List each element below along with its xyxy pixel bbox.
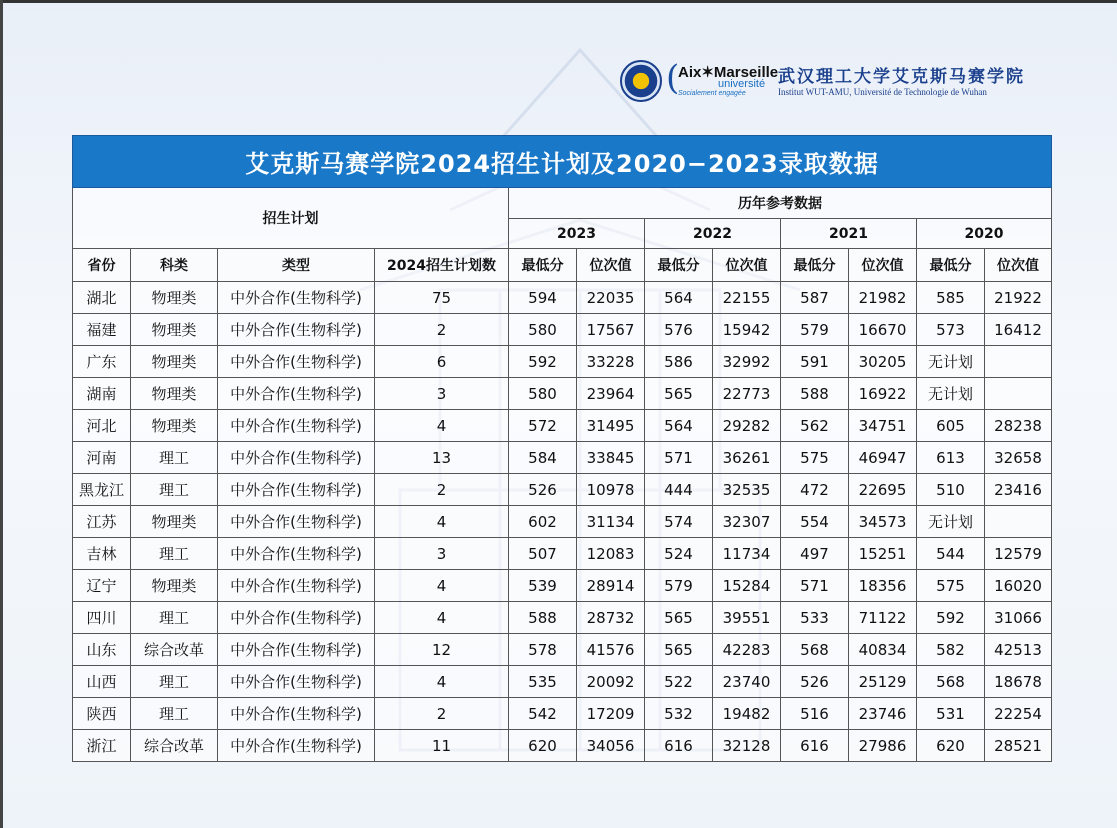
cell-min-score-2020: 592 [917,602,985,634]
cell-plan: 4 [375,666,509,698]
col-plan: 2024招生计划数 [375,249,509,282]
cell-rank-2022: 36261 [713,442,781,474]
cell-rank-2020 [985,506,1052,538]
cell-rank-2020: 42513 [985,634,1052,666]
cell-rank-2023: 17567 [577,314,645,346]
col-min-score-2022: 最低分 [645,249,713,282]
cell-type: 中外合作(生物科学) [218,314,375,346]
col-rank-2021: 位次值 [849,249,917,282]
cell-rank-2021: 71122 [849,602,917,634]
cell-min-score-2022: 571 [645,442,713,474]
cell-min-score-2021: 579 [781,314,849,346]
cell-type: 中外合作(生物科学) [218,506,375,538]
cell-rank-2022: 32535 [713,474,781,506]
table-row [73,442,1052,474]
cell-rank-2021: 25129 [849,666,917,698]
cell-type: 中外合作(生物科学) [218,602,375,634]
cell-type: 中外合作(生物科学) [218,442,375,474]
col-min-score-2021: 最低分 [781,249,849,282]
cell-min-score-2022: 524 [645,538,713,570]
cell-min-score-2023: 526 [509,474,577,506]
cell-plan: 13 [375,442,509,474]
table-row [73,282,1052,314]
cell-plan: 3 [375,378,509,410]
cell-min-score-2023: 602 [509,506,577,538]
table-row [73,730,1052,762]
institute-header [620,60,1060,104]
cell-subject: 物理类 [131,506,218,538]
cell-rank-2021: 16670 [849,314,917,346]
cell-min-score-2022: 579 [645,570,713,602]
cell-rank-2020: 21922 [985,282,1052,314]
cell-min-score-2020: 无计划 [917,506,985,538]
table-row [73,698,1052,730]
col-subject: 科类 [131,249,218,282]
cell-min-score-2023: 580 [509,378,577,410]
cell-subject: 理工 [131,538,218,570]
cell-min-score-2020: 510 [917,474,985,506]
cell-rank-2022: 29282 [713,410,781,442]
table-row [73,666,1052,698]
institute-name-fr: Institut WUT-AMU, Université de Technologie de Wuhan [778,87,987,97]
cell-min-score-2023: 592 [509,346,577,378]
cell-province: 河北 [73,410,131,442]
cell-type: 中外合作(生物科学) [218,282,375,314]
cell-min-score-2023: 578 [509,634,577,666]
cell-min-score-2023: 584 [509,442,577,474]
cell-type: 中外合作(生物科学) [218,538,375,570]
table-row [73,506,1052,538]
cell-type: 中外合作(生物科学) [218,410,375,442]
cell-rank-2021: 15251 [849,538,917,570]
cell-min-score-2022: 565 [645,378,713,410]
cell-rank-2022: 22773 [713,378,781,410]
col-type: 类型 [218,249,375,282]
cell-min-score-2022: 564 [645,282,713,314]
cell-subject: 物理类 [131,314,218,346]
cell-subject: 理工 [131,474,218,506]
cell-province: 湖北 [73,282,131,314]
cell-rank-2020: 28238 [985,410,1052,442]
cell-rank-2021: 27986 [849,730,917,762]
cell-rank-2021: 21982 [849,282,917,314]
cell-rank-2020: 23416 [985,474,1052,506]
table-row [73,602,1052,634]
cell-rank-2022: 22155 [713,282,781,314]
admission-table [72,135,1052,762]
cell-plan: 6 [375,346,509,378]
cell-min-score-2022: 565 [645,602,713,634]
admission-table-container [72,135,1050,762]
cell-min-score-2021: 591 [781,346,849,378]
cell-min-score-2020: 582 [917,634,985,666]
cell-min-score-2020: 531 [917,698,985,730]
cell-subject: 理工 [131,442,218,474]
cell-plan: 12 [375,634,509,666]
cell-rank-2023: 23964 [577,378,645,410]
cell-min-score-2021: 575 [781,442,849,474]
cell-min-score-2021: 571 [781,570,849,602]
cell-subject: 物理类 [131,378,218,410]
cell-type: 中外合作(生物科学) [218,666,375,698]
cell-rank-2023: 17209 [577,698,645,730]
cell-min-score-2021: 588 [781,378,849,410]
cell-rank-2020: 28521 [985,730,1052,762]
amu-logo [666,58,779,104]
cell-rank-2020: 32658 [985,442,1052,474]
cell-rank-2023: 33228 [577,346,645,378]
cell-rank-2020: 16020 [985,570,1052,602]
cell-rank-2023: 33845 [577,442,645,474]
cell-plan: 4 [375,410,509,442]
cell-rank-2022: 15942 [713,314,781,346]
cell-min-score-2023: 620 [509,730,577,762]
cell-province: 陕西 [73,698,131,730]
cell-min-score-2022: 564 [645,410,713,442]
cell-subject: 理工 [131,698,218,730]
cell-rank-2022: 15284 [713,570,781,602]
cell-min-score-2022: 576 [645,314,713,346]
table-row [73,538,1052,570]
cell-subject: 物理类 [131,570,218,602]
cell-rank-2020: 12579 [985,538,1052,570]
top-border [0,0,1117,3]
cell-rank-2023: 31134 [577,506,645,538]
cell-min-score-2020: 575 [917,570,985,602]
cell-rank-2021: 22695 [849,474,917,506]
col-rank-2023: 位次值 [577,249,645,282]
cell-min-score-2023: 542 [509,698,577,730]
cell-province: 福建 [73,314,131,346]
cell-min-score-2020: 573 [917,314,985,346]
col-min-score-2023: 最低分 [509,249,577,282]
cell-min-score-2022: 532 [645,698,713,730]
cell-rank-2023: 28914 [577,570,645,602]
cell-rank-2022: 42283 [713,634,781,666]
cell-rank-2020: 31066 [985,602,1052,634]
cell-rank-2023: 22035 [577,282,645,314]
col-min-score-2020: 最低分 [917,249,985,282]
cell-rank-2022: 23740 [713,666,781,698]
cell-min-score-2021: 616 [781,730,849,762]
cell-type: 中外合作(生物科学) [218,634,375,666]
cell-plan: 75 [375,282,509,314]
table-row [73,474,1052,506]
group-history-header: 历年参考数据 [509,188,1052,219]
cell-type: 中外合作(生物科学) [218,378,375,410]
cell-min-score-2022: 616 [645,730,713,762]
year-header-2020: 2020 [917,219,1052,249]
cell-type: 中外合作(生物科学) [218,474,375,506]
cell-province: 江苏 [73,506,131,538]
cell-min-score-2022: 586 [645,346,713,378]
cell-min-score-2020: 无计划 [917,346,985,378]
cell-province: 广东 [73,346,131,378]
cell-min-score-2023: 507 [509,538,577,570]
cell-rank-2023: 10978 [577,474,645,506]
cell-rank-2020 [985,346,1052,378]
cell-min-score-2021: 568 [781,634,849,666]
cell-province: 辽宁 [73,570,131,602]
cell-subject: 理工 [131,602,218,634]
cell-rank-2023: 28732 [577,602,645,634]
cell-province: 黑龙江 [73,474,131,506]
cell-rank-2022: 39551 [713,602,781,634]
cell-subject: 理工 [131,666,218,698]
cell-min-score-2023: 535 [509,666,577,698]
table-row [73,634,1052,666]
table-row [73,346,1052,378]
cell-rank-2022: 11734 [713,538,781,570]
cell-type: 中外合作(生物科学) [218,346,375,378]
cell-min-score-2020: 585 [917,282,985,314]
cell-min-score-2021: 472 [781,474,849,506]
cell-subject: 物理类 [131,282,218,314]
cell-subject: 综合改革 [131,634,218,666]
cell-plan: 2 [375,474,509,506]
cell-rank-2020: 16412 [985,314,1052,346]
year-header-2021: 2021 [781,219,917,249]
cell-province: 山西 [73,666,131,698]
cell-min-score-2020: 605 [917,410,985,442]
cell-rank-2022: 32992 [713,346,781,378]
cell-min-score-2023: 572 [509,410,577,442]
cell-min-score-2021: 526 [781,666,849,698]
table-body [73,282,1052,762]
table-row [73,314,1052,346]
cell-rank-2023: 41576 [577,634,645,666]
cell-rank-2021: 40834 [849,634,917,666]
cell-min-score-2021: 516 [781,698,849,730]
cell-type: 中外合作(生物科学) [218,698,375,730]
cell-type: 中外合作(生物科学) [218,730,375,762]
cell-rank-2023: 12083 [577,538,645,570]
cell-min-score-2021: 562 [781,410,849,442]
cell-rank-2022: 32128 [713,730,781,762]
cell-province: 吉林 [73,538,131,570]
cell-plan: 4 [375,506,509,538]
cell-rank-2021: 18356 [849,570,917,602]
cell-rank-2021: 23746 [849,698,917,730]
amu-bracket-icon: ( [666,58,680,98]
cell-rank-2021: 34573 [849,506,917,538]
cell-rank-2022: 32307 [713,506,781,538]
table-row [73,410,1052,442]
university-emblem-icon [620,60,662,102]
cell-min-score-2021: 533 [781,602,849,634]
year-header-2023: 2023 [509,219,645,249]
cell-min-score-2020: 613 [917,442,985,474]
year-header-2022: 2022 [645,219,781,249]
cell-rank-2023: 20092 [577,666,645,698]
cell-plan: 3 [375,538,509,570]
cell-subject: 物理类 [131,346,218,378]
cell-min-score-2022: 565 [645,634,713,666]
cell-province: 浙江 [73,730,131,762]
cell-rank-2020: 18678 [985,666,1052,698]
cell-rank-2023: 31495 [577,410,645,442]
cell-plan: 2 [375,698,509,730]
cell-province: 河南 [73,442,131,474]
cell-province: 湖南 [73,378,131,410]
cell-type: 中外合作(生物科学) [218,570,375,602]
cell-rank-2023: 34056 [577,730,645,762]
amu-sub: université [718,78,766,90]
cell-min-score-2021: 587 [781,282,849,314]
group-plan-header: 招生计划 [73,188,509,249]
cell-min-score-2023: 594 [509,282,577,314]
cell-min-score-2020: 无计划 [917,378,985,410]
cell-subject: 综合改革 [131,730,218,762]
institute-name-cn: 武汉理工大学艾克斯马赛学院 [778,67,1025,87]
cell-min-score-2022: 522 [645,666,713,698]
cell-subject: 物理类 [131,410,218,442]
cell-plan: 4 [375,602,509,634]
cell-rank-2021: 16922 [849,378,917,410]
cell-plan: 4 [375,570,509,602]
cell-min-score-2022: 444 [645,474,713,506]
table-title: 艾克斯马赛学院2024招生计划及2020−2023录取数据 [73,136,1052,188]
cell-province: 山东 [73,634,131,666]
table-row [73,570,1052,602]
col-rank-2022: 位次值 [713,249,781,282]
amu-name: Aix✶Marseille [678,64,779,81]
cell-rank-2022: 19482 [713,698,781,730]
amu-tagline: Socialement engagée [678,90,746,97]
cell-min-score-2021: 554 [781,506,849,538]
cell-rank-2021: 46947 [849,442,917,474]
cell-min-score-2023: 588 [509,602,577,634]
cell-min-score-2020: 544 [917,538,985,570]
cell-min-score-2021: 497 [781,538,849,570]
cell-rank-2021: 30205 [849,346,917,378]
col-rank-2020: 位次值 [985,249,1052,282]
col-province: 省份 [73,249,131,282]
cell-min-score-2023: 580 [509,314,577,346]
cell-rank-2021: 34751 [849,410,917,442]
cell-min-score-2023: 539 [509,570,577,602]
cell-min-score-2020: 620 [917,730,985,762]
cell-plan: 11 [375,730,509,762]
cell-min-score-2020: 568 [917,666,985,698]
cell-rank-2020 [985,378,1052,410]
cell-plan: 2 [375,314,509,346]
cell-rank-2020: 22254 [985,698,1052,730]
left-border [0,0,3,828]
cell-province: 四川 [73,602,131,634]
table-row [73,378,1052,410]
cell-min-score-2022: 574 [645,506,713,538]
